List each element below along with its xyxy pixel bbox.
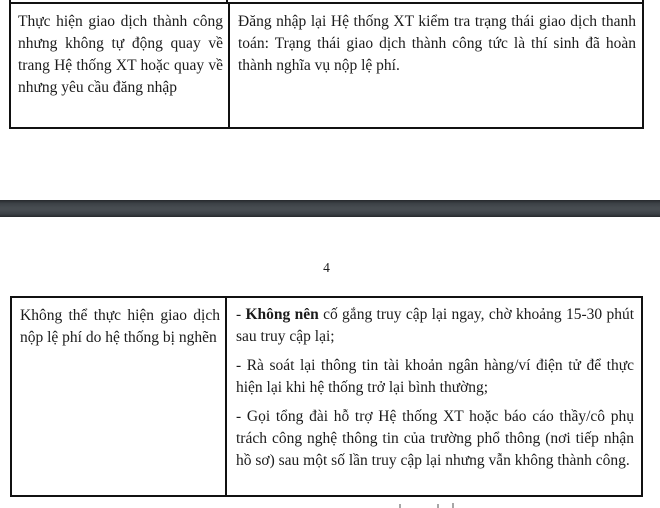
- resolution-cell: [227, 298, 641, 495]
- table-row: [11, 4, 642, 127]
- resolution-item-text: cố gắng truy cập lại ngay, chờ khoảng 15-30 phút sau truy cập lại;: [236, 306, 634, 345]
- bullet-dash: -: [236, 357, 247, 374]
- cutoff-text-fragment: [437, 504, 439, 508]
- resolution-item: [236, 406, 634, 472]
- resolution-item: [236, 355, 634, 399]
- resolution-item-text: Rà soát lại thông tin tài khoản ngân hàng/ví điện tử để thực hiện lại khi hệ thống trở lại bình thường;: [236, 357, 634, 396]
- cutoff-text-fragment: [399, 504, 401, 508]
- cutoff-text-fragment: [452, 503, 454, 508]
- troubleshooting-table-page3: [9, 0, 644, 129]
- resolution-item: [236, 304, 634, 348]
- resolution-item-text: Gọi tổng đài hỗ trợ Hệ thống XT hoặc báo cáo thầy/cô phụ trách công nghệ thông tin của trường phổ thông (nơi tiếp nhận hồ sơ) sau một số lần truy cập lại nhưng vẫn không thành công.: [236, 408, 634, 469]
- resolution-item-emphasis: Không nên: [245, 306, 319, 323]
- bullet-dash: -: [236, 306, 246, 323]
- page-separator-bar: [0, 200, 660, 217]
- table-cell-remnant-left: [11, 0, 228, 2]
- issue-cell: Không thể thực hiện giao dịch nộp lệ phí do hệ thống bị nghẽn: [12, 298, 227, 495]
- resolution-cell: Đăng nhập lại Hệ thống XT kiểm tra trạng thái giao dịch thanh toán: Trạng thái giao dịch thành công tức là thí sinh đã hoàn thành nghĩa vụ nộp lệ phí.: [238, 13, 636, 74]
- issue-cell: Thực hiện giao dịch thành công nhưng không tự động quay về trang Hệ thống XT hoặc quay về nhưng yêu cầu đăng nhập: [11, 4, 230, 127]
- bullet-dash: -: [236, 408, 247, 425]
- troubleshooting-table-page4: [10, 296, 643, 497]
- page-number: 4: [323, 260, 330, 275]
